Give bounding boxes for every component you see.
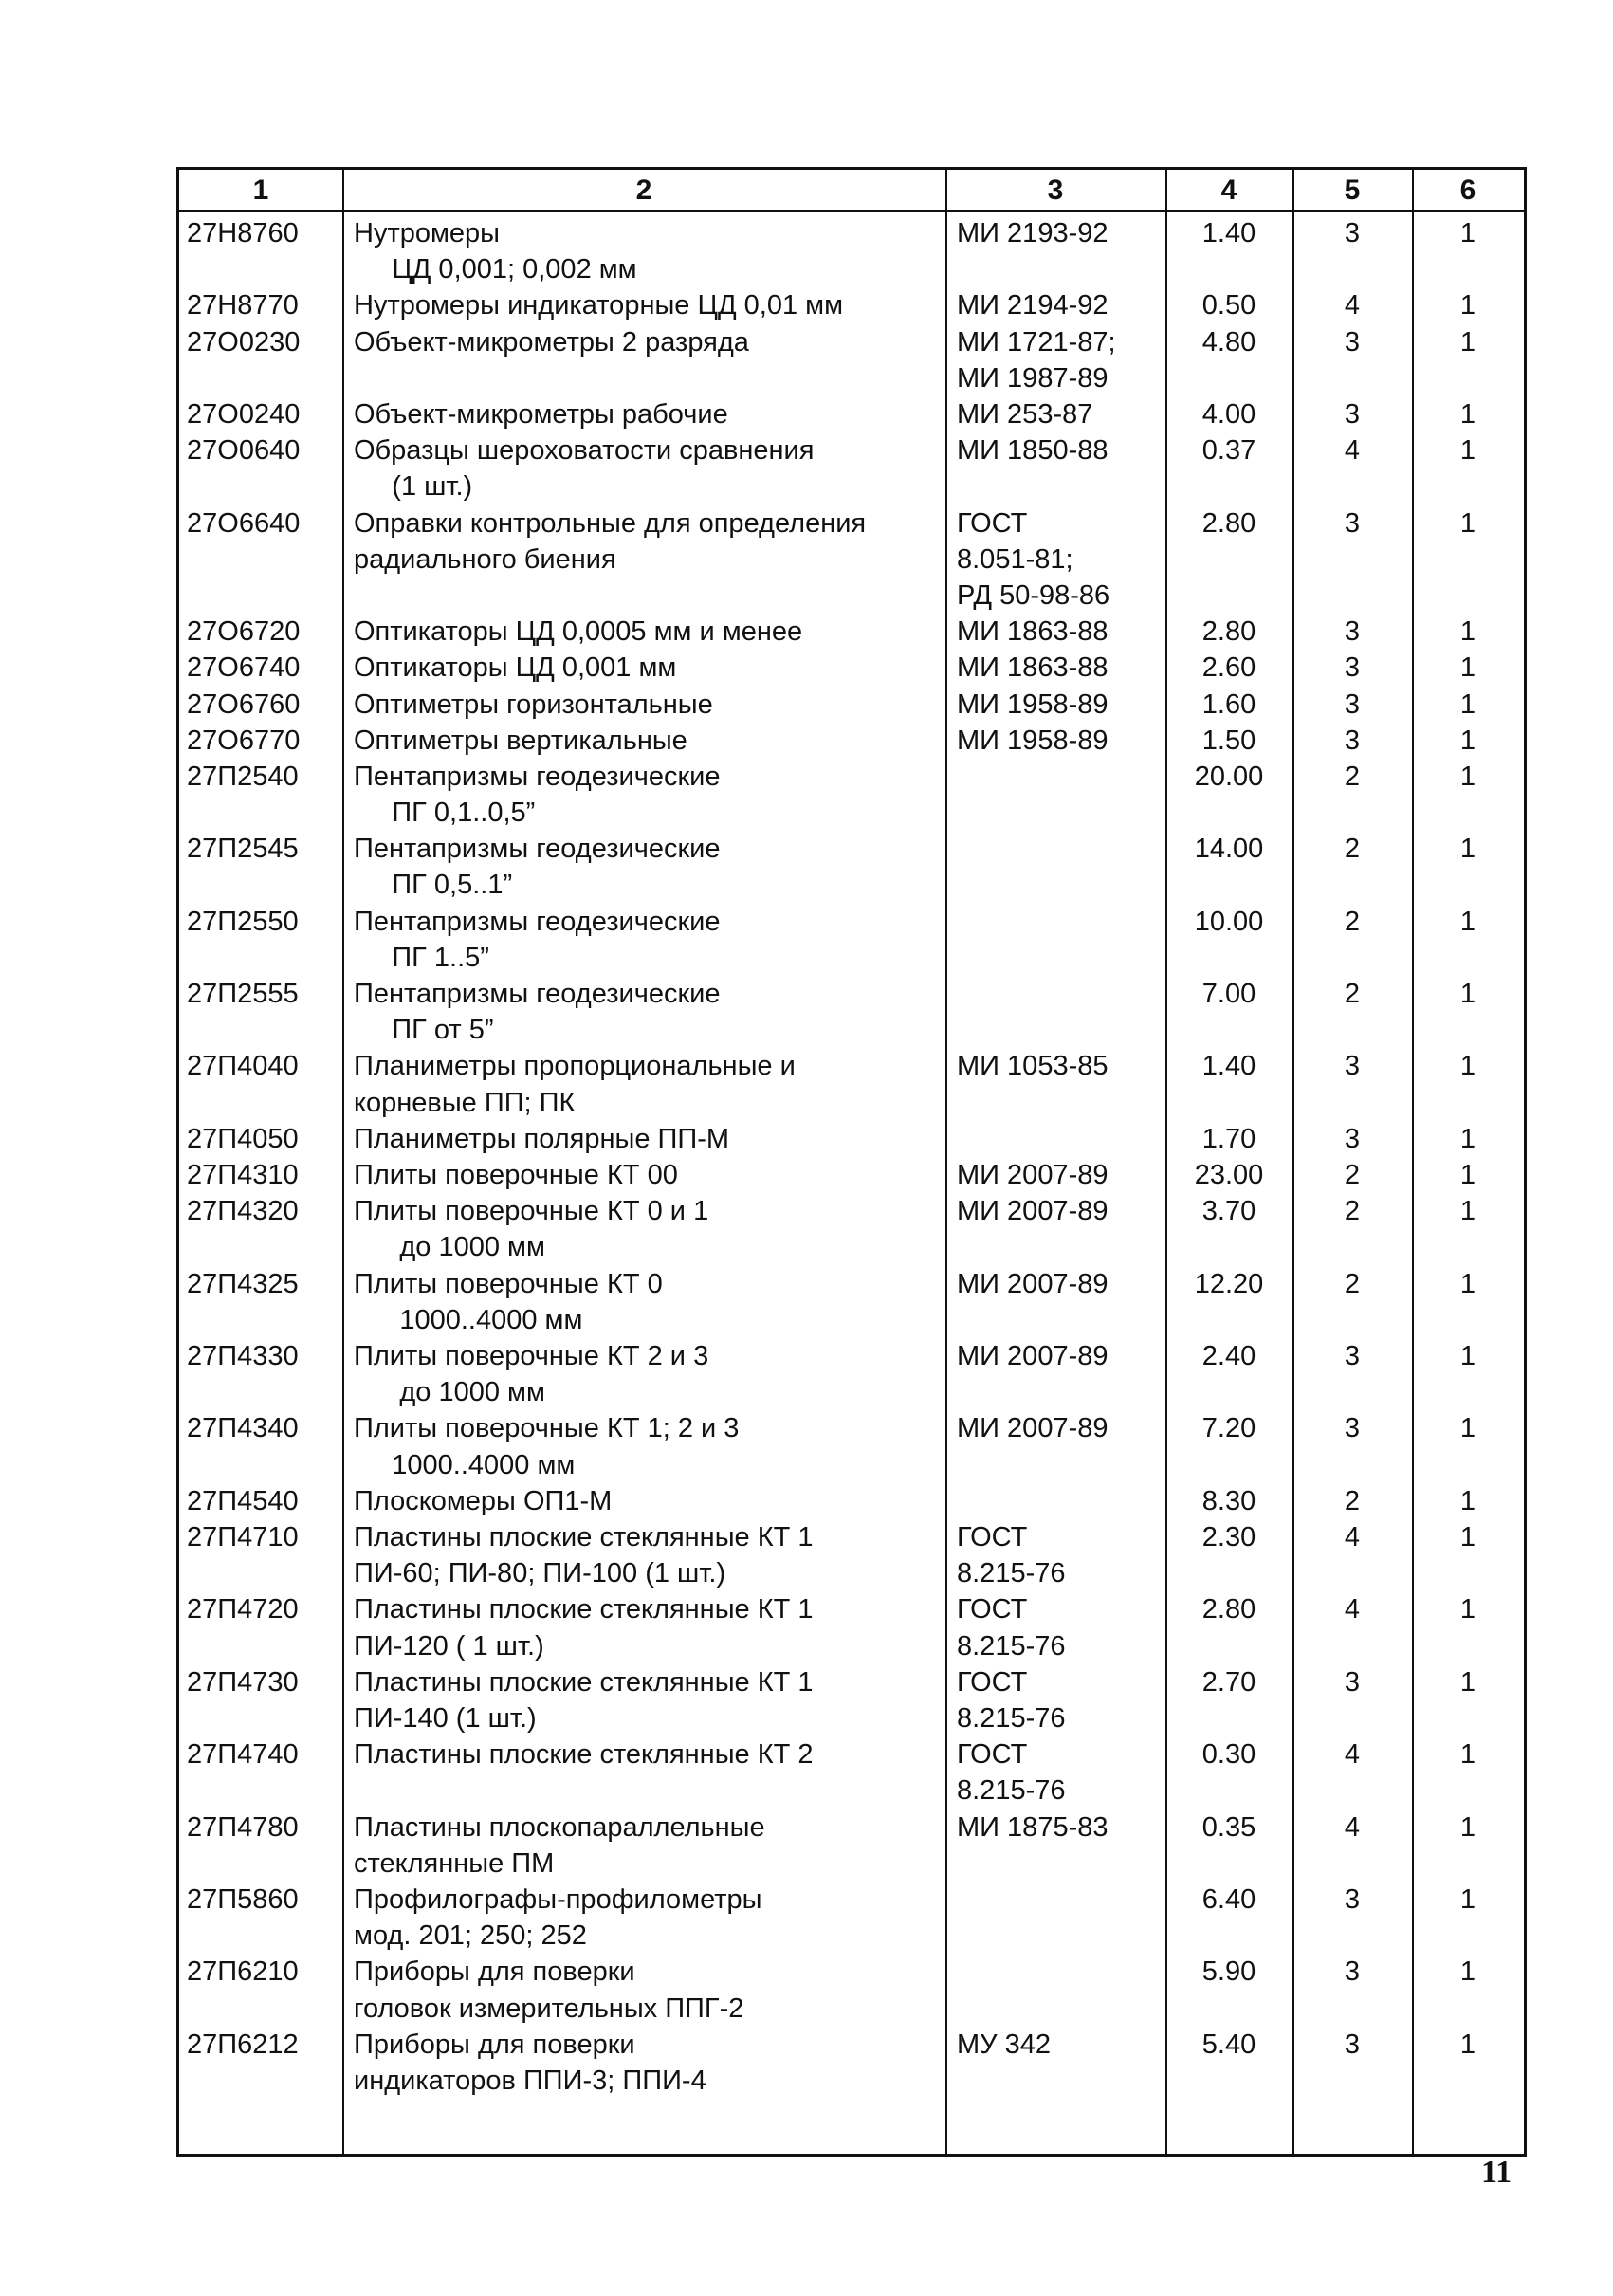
item-value: 2.80: [1201, 1594, 1256, 1626]
item-code: 27П4340: [187, 1413, 299, 1444]
item-column-5: 3: [1344, 725, 1361, 756]
item-document-line: МИ 2193-92: [957, 218, 1109, 248]
item-code: 27О0640: [187, 435, 301, 467]
item-name-line: стеклянные ПМ: [354, 1847, 555, 1879]
item-name-line: Нутромеры индикаторные ЦД 0,01 мм: [354, 290, 844, 321]
item-name-line: Плиты поверочные КТ 1; 2 и 3: [354, 1413, 740, 1444]
item-value: 20.00: [1194, 761, 1264, 792]
instrument-table: [176, 167, 1527, 2157]
table-row: [179, 1121, 1524, 1157]
column-header-4: 4: [1220, 174, 1237, 206]
item-column-6: 1: [1459, 979, 1476, 1010]
item-column-5: 3: [1344, 1051, 1361, 1082]
item-value: 3.70: [1201, 1196, 1256, 1227]
table-row: [179, 1193, 1524, 1265]
table-row: [179, 396, 1524, 432]
item-name-line: Пластины плоские стеклянные КТ 1: [354, 1594, 814, 1626]
item-name-line: Пластины плоские стеклянные КТ 1: [354, 1666, 814, 1698]
item-name-line: Плиты поверочные КТ 2 и 3: [354, 1341, 709, 1371]
item-column-6: 1: [1459, 435, 1476, 467]
item-code: 27П5860: [187, 1883, 299, 1915]
item-code: 27П2550: [187, 906, 299, 937]
item-code: 27Н8760: [187, 218, 299, 248]
column-header-2: 2: [635, 174, 652, 206]
table-row: [179, 1882, 1524, 1954]
item-code: 27П4740: [187, 1739, 299, 1771]
item-column-5: 4: [1344, 1594, 1361, 1626]
column-header-6: 6: [1459, 174, 1476, 206]
item-column-6: 1: [1459, 1666, 1476, 1698]
item-column-5: 3: [1344, 1666, 1361, 1698]
item-column-6: 1: [1459, 326, 1476, 358]
item-column-5: 4: [1344, 1811, 1361, 1843]
item-code: 27П6212: [187, 2029, 299, 2060]
item-column-5: 3: [1344, 1123, 1361, 1154]
item-name-line: ПИ-140 (1 шт.): [354, 1702, 537, 1734]
table-row: [179, 650, 1524, 686]
item-column-6: 1: [1459, 507, 1476, 539]
item-name-line: Пластины плоские стеклянные КТ 1: [354, 1521, 814, 1552]
item-code: 27О6770: [187, 725, 301, 756]
item-code: 27П2545: [187, 834, 299, 865]
item-name-line: 1000..4000 мм: [354, 1449, 576, 1480]
item-code: 27П4710: [187, 1521, 299, 1552]
item-value: 1.60: [1201, 689, 1256, 720]
item-code: 27П4320: [187, 1196, 299, 1227]
item-column-5: 2: [1344, 834, 1361, 865]
item-name-line: ПИ-120 ( 1 шт.): [354, 1630, 544, 1662]
item-document-line: МИ 2194-92: [957, 290, 1109, 321]
table-row: [179, 904, 1524, 976]
item-code: 27П4310: [187, 1160, 299, 1191]
item-column-6: 1: [1459, 725, 1476, 756]
item-name-line: Приборы для поверки: [354, 2029, 635, 2060]
item-column-6: 1: [1459, 398, 1476, 430]
item-column-5: 3: [1344, 616, 1361, 648]
item-column-5: 4: [1344, 290, 1361, 321]
item-column-5: 3: [1344, 1341, 1361, 1371]
item-column-6: 1: [1459, 1051, 1476, 1082]
table-row: [179, 1483, 1524, 1519]
item-name-line: ПГ 1..5”: [354, 942, 489, 973]
table-row: [179, 215, 1524, 287]
item-name-line: до 1000 мм: [354, 1377, 545, 1408]
item-name-line: Оптикаторы ЦД 0,001 мм: [354, 652, 677, 684]
item-column-6: 1: [1459, 2029, 1476, 2060]
item-value: 0.50: [1201, 290, 1256, 321]
item-column-6: 1: [1459, 1883, 1476, 1915]
item-name-line: Оптиметры горизонтальные: [354, 689, 713, 720]
item-code: 27П4780: [187, 1811, 299, 1843]
item-column-6: 1: [1459, 1341, 1476, 1371]
item-column-6: 1: [1459, 1739, 1476, 1771]
item-value: 1.40: [1201, 1051, 1256, 1082]
item-name-line: Оптиметры вертикальные: [354, 725, 687, 756]
item-document-line: МИ 2007-89: [957, 1160, 1109, 1191]
item-code: 27П4330: [187, 1341, 299, 1371]
item-code: 27О6740: [187, 652, 301, 684]
item-name-line: Объект-микрометры рабочие: [354, 398, 728, 430]
item-document-line: МИ 1958-89: [957, 689, 1109, 720]
item-column-5: 3: [1344, 507, 1361, 539]
table-row: [179, 723, 1524, 759]
header-divider: [179, 210, 1524, 212]
item-code: 27Н8770: [187, 290, 299, 321]
item-value: 2.80: [1201, 616, 1256, 648]
item-column-5: 3: [1344, 218, 1361, 248]
item-value: 8.30: [1201, 1485, 1256, 1516]
item-name-line: мод. 201; 250; 252: [354, 1920, 587, 1952]
item-name-line: Пентапризмы геодезические: [354, 979, 721, 1010]
item-name-line: ПГ от 5”: [354, 1015, 494, 1046]
item-value: 4.80: [1201, 326, 1256, 358]
item-column-5: 2: [1344, 1196, 1361, 1227]
item-code: 27О6640: [187, 507, 301, 539]
item-document-line: МИ 1053-85: [957, 1051, 1109, 1082]
item-name-line: Пентапризмы геодезические: [354, 906, 721, 937]
item-column-5: 2: [1344, 906, 1361, 937]
item-column-5: 2: [1344, 1485, 1361, 1516]
item-code: 27О6720: [187, 616, 301, 648]
item-column-6: 1: [1459, 652, 1476, 684]
item-name-line: Объект-микрометры 2 разряда: [354, 326, 749, 358]
item-column-6: 1: [1459, 1956, 1476, 1988]
item-column-6: 1: [1459, 1123, 1476, 1154]
table-row: [179, 976, 1524, 1048]
item-column-5: 3: [1344, 326, 1361, 358]
item-value: 2.30: [1201, 1521, 1256, 1552]
table-row: [179, 1809, 1524, 1882]
item-name-line: корневые ПП; ПК: [354, 1087, 576, 1118]
item-column-5: 3: [1344, 1956, 1361, 1988]
item-document-line: 8.215-76: [957, 1775, 1066, 1807]
item-document-line: МИ 2007-89: [957, 1196, 1109, 1227]
item-column-6: 1: [1459, 616, 1476, 648]
table-row: [179, 1266, 1524, 1338]
item-document-line: ГОСТ: [957, 1666, 1028, 1698]
item-value: 12.20: [1194, 1268, 1264, 1299]
item-name-line: Плиты поверочные КТ 0 и 1: [354, 1196, 709, 1227]
item-code: 27О6760: [187, 689, 301, 720]
item-column-6: 1: [1459, 689, 1476, 720]
table-row: [179, 1519, 1524, 1591]
item-column-5: 3: [1344, 1413, 1361, 1444]
item-name-line: радиального биения: [354, 543, 616, 575]
item-code: 27О0240: [187, 398, 301, 430]
table-row: [179, 1664, 1524, 1736]
item-value: 2.70: [1201, 1666, 1256, 1698]
item-name-line: ЦД 0,001; 0,002 мм: [354, 254, 637, 285]
item-code: 27П4050: [187, 1123, 299, 1154]
item-document-line: ГОСТ: [957, 1594, 1028, 1626]
item-document-line: МИ 2007-89: [957, 1341, 1109, 1371]
table-row: [179, 2027, 1524, 2099]
item-value: 6.40: [1201, 1883, 1256, 1915]
item-name-line: ПГ 0,5..1”: [354, 870, 513, 901]
item-column-6: 1: [1459, 906, 1476, 937]
item-column-6: 1: [1459, 290, 1476, 321]
item-value: 5.90: [1201, 1956, 1256, 1988]
item-value: 10.00: [1194, 906, 1264, 937]
table-row: [179, 1591, 1524, 1663]
item-column-5: 4: [1344, 1521, 1361, 1552]
item-document-line: МИ 1721-87;: [957, 326, 1116, 358]
item-value: 2.60: [1201, 652, 1256, 684]
item-document-line: МИ 1987-89: [957, 362, 1109, 394]
item-name-line: Пентапризмы геодезические: [354, 834, 721, 865]
item-code: 27П2555: [187, 979, 299, 1010]
item-column-6: 1: [1459, 1268, 1476, 1299]
item-column-6: 1: [1459, 1413, 1476, 1444]
item-value: 0.35: [1201, 1811, 1256, 1843]
item-name-line: Плиты поверочные КТ 0: [354, 1268, 663, 1299]
page-number: 11: [1481, 2155, 1512, 2190]
item-code: 27О0230: [187, 326, 301, 358]
item-column-5: 3: [1344, 1883, 1361, 1915]
item-name-line: Планиметры пропорциональные и: [354, 1051, 796, 1082]
item-name-line: до 1000 мм: [354, 1232, 545, 1263]
item-document-line: ГОСТ: [957, 1521, 1028, 1552]
table-row: [179, 759, 1524, 831]
table-row: [179, 432, 1524, 505]
column-header-1: 1: [252, 174, 269, 206]
item-code: 27П2540: [187, 761, 299, 792]
item-name-line: головок измерительных ППГ-2: [354, 1993, 744, 2024]
item-code: 27П6210: [187, 1956, 299, 1988]
item-name-line: индикаторов ППИ-3; ППИ-4: [354, 2065, 706, 2096]
item-name-line: Оптикаторы ЦД 0,0005 мм и менее: [354, 616, 803, 648]
item-column-5: 3: [1344, 689, 1361, 720]
table-body: [179, 215, 1524, 2099]
table-row: [179, 1954, 1524, 2026]
item-document-line: МУ 342: [957, 2029, 1052, 2060]
item-column-6: 1: [1459, 761, 1476, 792]
item-document-line: МИ 2007-89: [957, 1268, 1109, 1299]
item-value: 7.20: [1201, 1413, 1256, 1444]
item-column-6: 1: [1459, 1196, 1476, 1227]
item-name-line: ПГ 0,1..0,5”: [354, 798, 536, 829]
item-value: 0.37: [1201, 435, 1256, 467]
item-column-5: 2: [1344, 979, 1361, 1010]
item-name-line: Приборы для поверки: [354, 1956, 635, 1988]
item-value: 1.50: [1201, 725, 1256, 756]
item-column-6: 1: [1459, 1521, 1476, 1552]
item-name-line: Оправки контрольные для определения: [354, 507, 867, 539]
item-name-line: Плиты поверочные КТ 00: [354, 1160, 678, 1191]
item-document-line: 8.215-76: [957, 1630, 1066, 1662]
table-row: [179, 831, 1524, 903]
item-column-6: 1: [1459, 1594, 1476, 1626]
item-document-line: МИ 1875-83: [957, 1811, 1109, 1843]
item-column-6: 1: [1459, 1160, 1476, 1191]
item-value: 1.70: [1201, 1123, 1256, 1154]
item-name-line: Пентапризмы геодезические: [354, 761, 721, 792]
item-code: 27П4040: [187, 1051, 299, 1082]
table-row: [179, 614, 1524, 650]
table-row: [179, 1157, 1524, 1193]
table-row: [179, 324, 1524, 396]
item-name-line: 1000..4000 мм: [354, 1304, 583, 1335]
item-document-line: МИ 253-87: [957, 398, 1093, 430]
item-document-line: ГОСТ: [957, 1739, 1028, 1771]
item-document-line: 8.215-76: [957, 1558, 1066, 1589]
column-header-3: 3: [1047, 174, 1064, 206]
item-column-6: 1: [1459, 218, 1476, 248]
item-code: 27П4540: [187, 1485, 299, 1516]
item-name-line: Планиметры полярные ПП-М: [354, 1123, 730, 1154]
item-column-5: 4: [1344, 435, 1361, 467]
item-document-line: МИ 1863-88: [957, 616, 1109, 648]
item-code: 27П4325: [187, 1268, 299, 1299]
item-column-6: 1: [1459, 1485, 1476, 1516]
item-column-5: 4: [1344, 1739, 1361, 1771]
item-document-line: ГОСТ: [957, 507, 1028, 539]
item-value: 5.40: [1201, 2029, 1256, 2060]
table-row: [179, 1410, 1524, 1482]
item-column-6: 1: [1459, 1811, 1476, 1843]
item-code: 27П4720: [187, 1594, 299, 1626]
item-document-line: РД 50-98-86: [957, 579, 1110, 611]
item-column-5: 2: [1344, 1160, 1361, 1191]
item-column-5: 3: [1344, 398, 1361, 430]
item-document-line: МИ 1958-89: [957, 725, 1109, 756]
item-name-line: Пластины плоскопараллельные: [354, 1811, 765, 1843]
item-value: 1.40: [1201, 218, 1256, 248]
item-value: 2.80: [1201, 507, 1256, 539]
table-row: [179, 687, 1524, 723]
item-value: 14.00: [1194, 834, 1264, 865]
item-document-line: 8.051-81;: [957, 543, 1073, 575]
item-name-line: (1 шт.): [354, 471, 473, 503]
item-value: 4.00: [1201, 398, 1256, 430]
item-name-line: Плоскомеры ОП1-М: [354, 1485, 613, 1516]
table-row: [179, 1338, 1524, 1410]
item-column-5: 2: [1344, 1268, 1361, 1299]
table-row: [179, 1736, 1524, 1809]
item-value: 7.00: [1201, 979, 1256, 1010]
item-name-line: Профилографы-профилометры: [354, 1883, 762, 1915]
item-name-line: Образцы шероховатости сравнения: [354, 435, 815, 467]
item-document-line: МИ 2007-89: [957, 1413, 1109, 1444]
column-header-5: 5: [1344, 174, 1361, 206]
table-row: [179, 287, 1524, 323]
item-document-line: МИ 1863-88: [957, 652, 1109, 684]
item-document-line: 8.215-76: [957, 1702, 1066, 1734]
item-column-5: 3: [1344, 652, 1361, 684]
item-name-line: ПИ-60; ПИ-80; ПИ-100 (1 шт.): [354, 1558, 726, 1589]
item-value: 2.40: [1201, 1341, 1256, 1371]
table-row: [179, 505, 1524, 615]
item-name-line: Пластины плоские стеклянные КТ 2: [354, 1739, 814, 1771]
item-column-5: 3: [1344, 2029, 1361, 2060]
item-value: 0.30: [1201, 1739, 1256, 1771]
item-value: 23.00: [1194, 1160, 1264, 1191]
item-code: 27П4730: [187, 1666, 299, 1698]
item-column-5: 2: [1344, 761, 1361, 792]
item-column-6: 1: [1459, 834, 1476, 865]
table-row: [179, 1048, 1524, 1120]
item-document-line: МИ 1850-88: [957, 435, 1109, 467]
item-name-line: Нутромеры: [354, 218, 501, 248]
